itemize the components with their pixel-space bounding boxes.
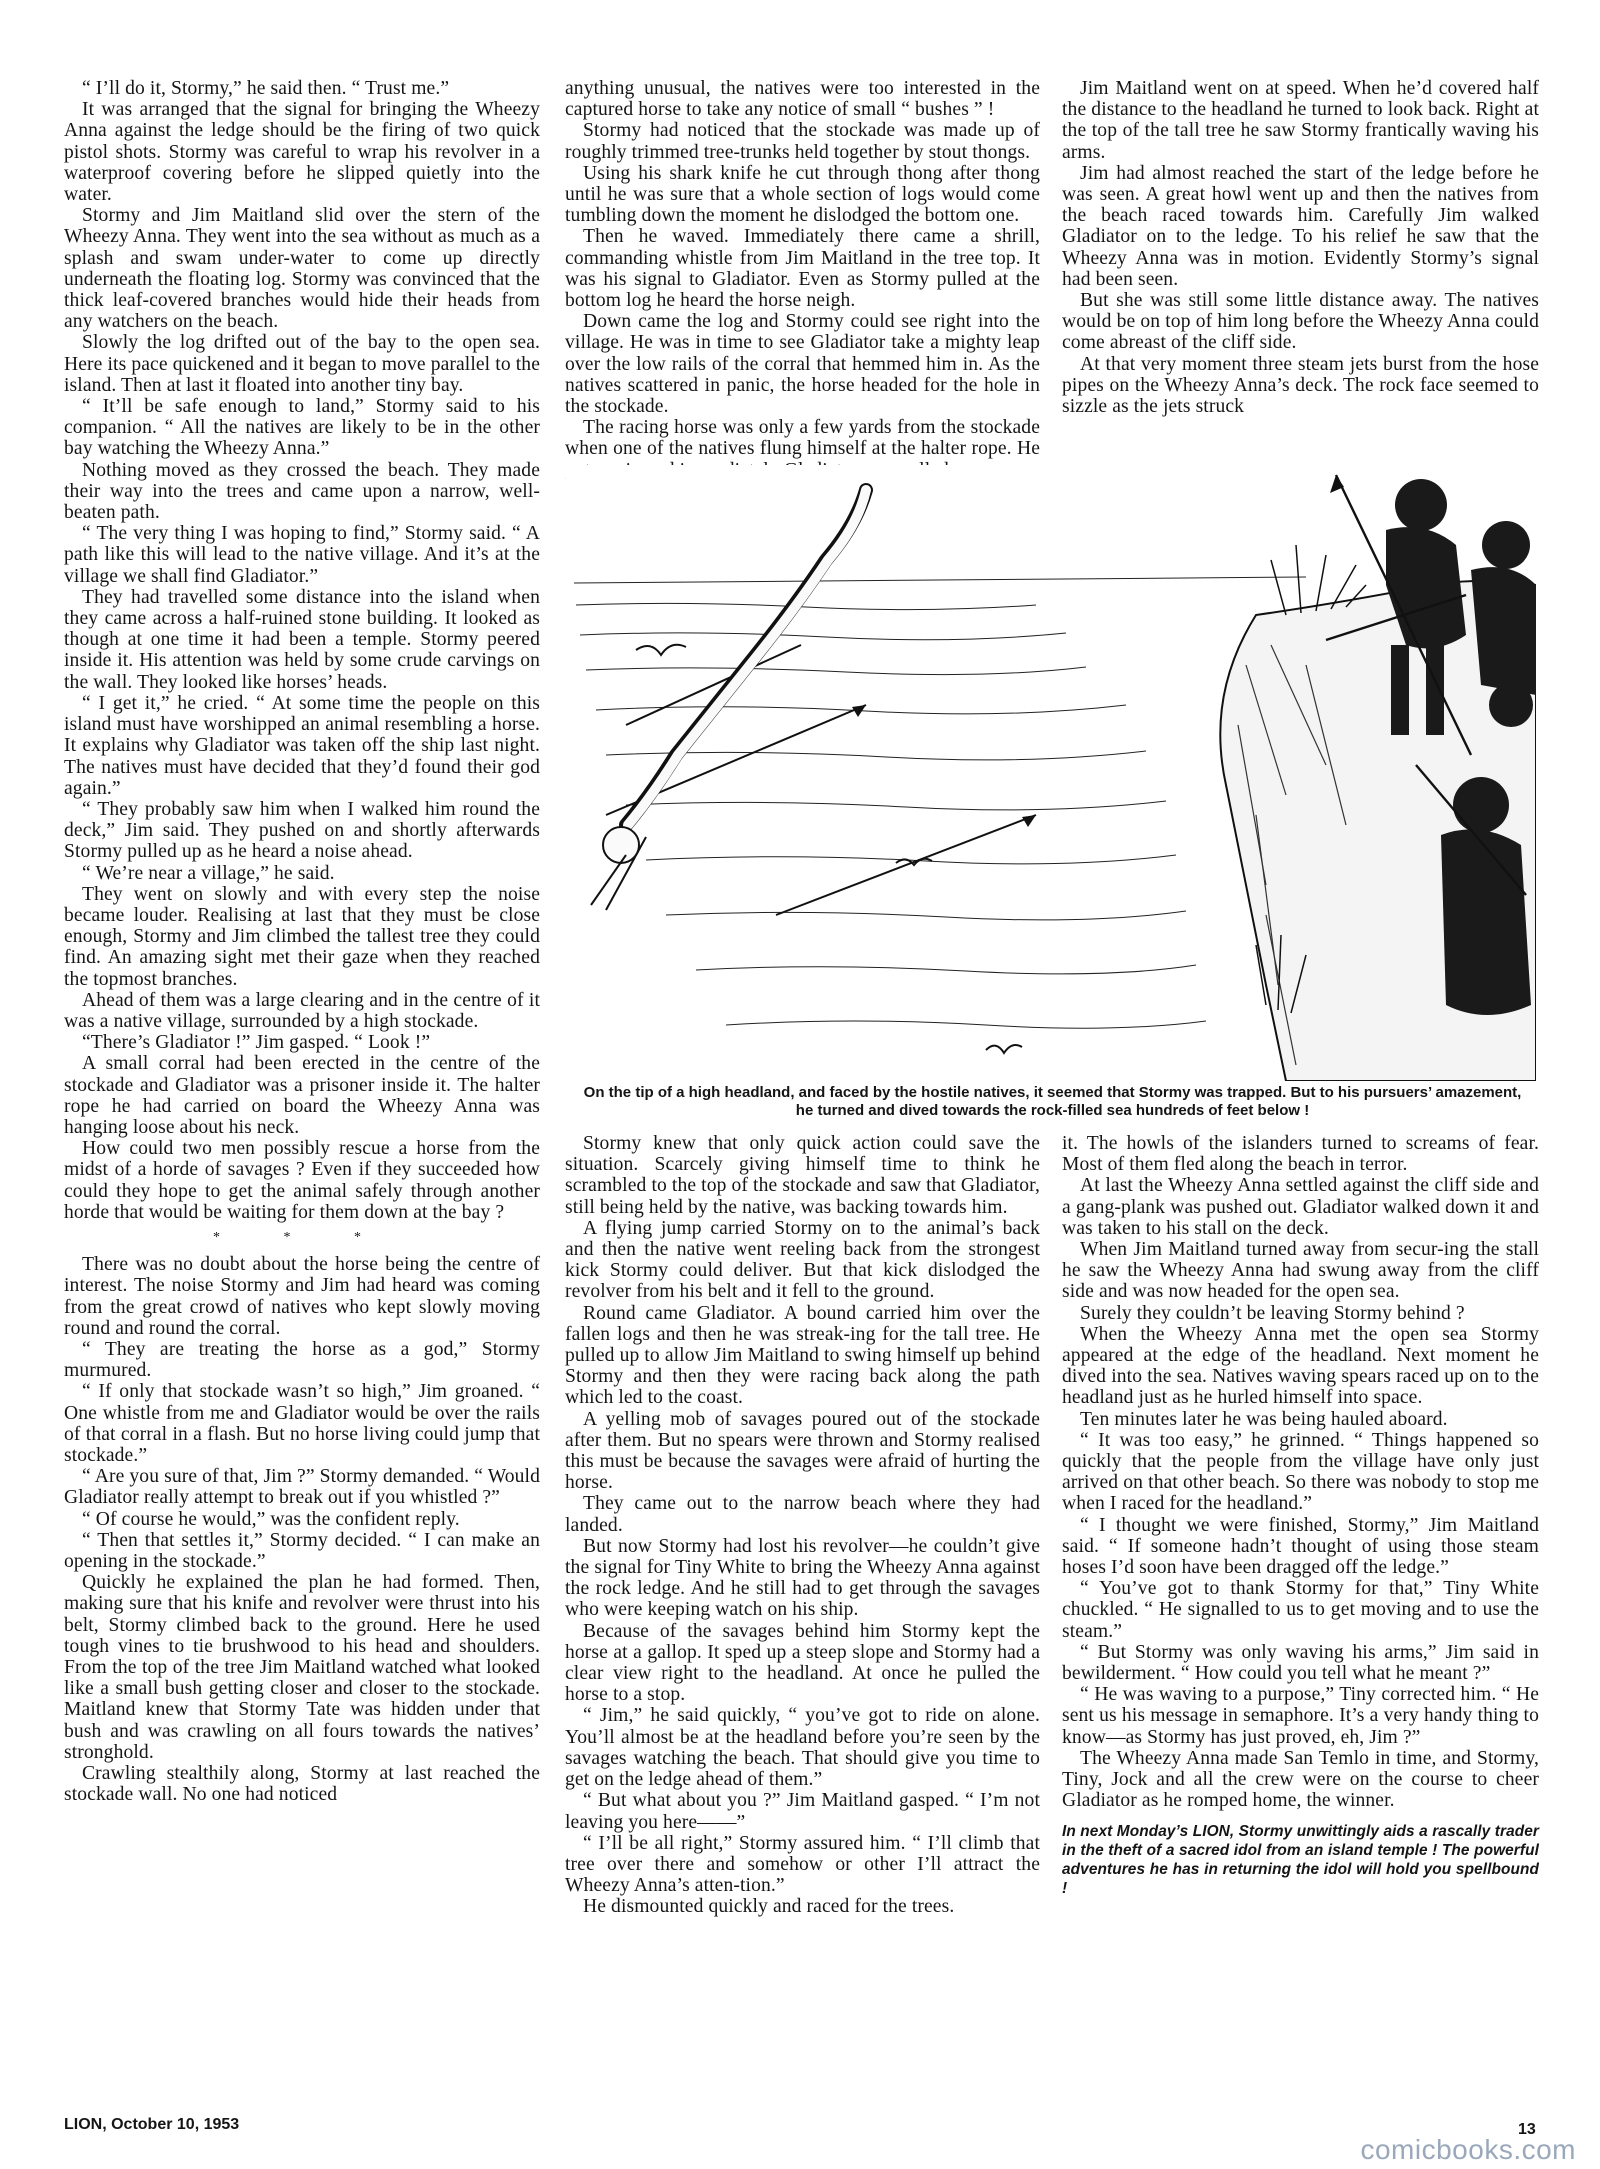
story-paragraph: Stormy knew that only quick action could save the situation. Scarcely giving himself time to think he scrambled to the top of the stockade and saw that Gladiator, still being held by the native, was backing towards him. xyxy=(565,1133,1040,1218)
story-paragraph: “ It was too easy,” he grinned. “ Things happened so quickly that the people from the village have only just arrived on that other beach. So there was nobody to stop me when I raced for the headland.” xyxy=(1062,1429,1539,1515)
site-watermark: comicbooks.com xyxy=(1360,2134,1576,2165)
story-paragraph: They came out to the narrow beach where they had landed. xyxy=(565,1493,1040,1536)
story-paragraph: Stormy had noticed that the stockade was made up of roughly trimmed tree-trunks held together by stout thongs. xyxy=(565,120,1040,163)
story-paragraph: Stormy and Jim Maitland slid over the stern of the Wheezy Anna. They went into the sea without as much as a splash and swam under-water to come up directly underneath the floating log. Stormy was convinced that the thick leaf-covered branches would hide their heads from any watchers on the beach. xyxy=(64,205,540,333)
story-column-3 xyxy=(1062,78,1539,417)
story-paragraph: Quickly he explained the plan he had formed. Then, making sure that his knife and revolver were thrust into his belt, Stormy climbed back to the ground. Here he used tough vines to tie brushwood to his head and shoulders. From the top of the tree Jim Maitland watched what looked like a small bush getting closer and closer to the stockade. Maitland knew that Stormy Tate was hidden under that bush and was crawling on all fours towards the natives’ stronghold. xyxy=(64,1572,540,1763)
story-paragraph: Round came Gladiator. A bound carried him over the fallen logs and then he was streak-ing for the tall tree. He pulled up to allow Jim Maitland to swing himself up behind Stormy and then they were racing back along the path which led to the coast. xyxy=(565,1302,1040,1409)
story-paragraph: Jim had almost reached the start of the ledge before he was seen. A great howl went up and then the natives from the beach raced towards him. Carefully Jim walked Gladiator on to the ledge. To his relief he saw that the Wheezy Anna was in motion. Evidently Stormy’s signal had been seen. xyxy=(1062,162,1539,290)
story-paragraph: Surely they couldn’t be leaving Stormy behind ? xyxy=(1080,1302,1465,1324)
story-column-1 xyxy=(64,78,540,1805)
story-paragraph: “ They are treating the horse as a god,” Stormy murmured. xyxy=(64,1338,540,1382)
story-paragraph: The racing horse was only a few yards from the stockade when one of the natives flung himself at the halter rope. He xyxy=(565,417,1040,460)
story-paragraph: They had travelled some distance into the island when they came across a half-ruined stone building. It looked as though at one time it had been a temple. Stormy peered inside it. His attention was held by some crude carvings on the wall. They looked like horses’ heads. xyxy=(64,586,540,693)
story-paragraph: Then he waved. Immediately there came a shrill, commanding whistle from Jim Maitland in the tree top. It was his signal to Gladiator. Even as Stormy pulled at the bottom log he heard the horse neigh. xyxy=(565,226,1040,312)
story-paragraph: “ If only that stockade wasn’t so high,” Jim groaned. “ One whistle from me and Gladiator would be over the rails of that corral in a flash. But no horse living could jump that stockade.” xyxy=(64,1381,540,1466)
story-paragraph: * * * xyxy=(213,1229,391,1245)
story-paragraph: It was arranged that the signal for bringing the Wheezy Anna against the ledge should be the firing of two quick pistol shots. Stormy was careful to wrap his revolver in a waterproof covering before he slipped quietly into the water. xyxy=(64,99,540,206)
story-paragraph: At that very moment three steam jets burst from the hose pipes on the Wheezy Anna’s deck. The rock face seemed to sizzle as the jets struck xyxy=(1062,353,1539,418)
story-paragraph: When the Wheezy Anna met the open sea Stormy appeared at the edge of the headland. Next moment he dived into the sea. Natives waving spears raced up on to the headland just as he hurled himself into space. xyxy=(1062,1323,1539,1409)
story-paragraph: “ He was waving to a purpose,” Tiny corrected him. “ He sent us his message in semaphore. It’s a very handy thing to know—as Stormy has just proved, eh, Jim ?” xyxy=(1062,1684,1539,1748)
story-paragraph: “ I get it,” he cried. “ At some time the people on this island must have worshipped an animal resembling a horse. It explains why Gladiator was taken off the ship last night. The natives must have decided that they’d found their god again.” xyxy=(64,692,540,799)
story-paragraph: “ I’ll be all right,” Stormy assured him. “ I’ll climb that tree over there and somehow or other I’ll attract the Wheezy Anna’s atten-tion.” xyxy=(565,1832,1040,1897)
story-column-4 xyxy=(565,1133,1040,1918)
story-paragraph: “ Then that settles it,” Stormy decided. “ I can make an opening in the stockade.” xyxy=(64,1529,540,1573)
story-paragraph: He dismounted quickly and raced for the trees. xyxy=(583,1896,955,1918)
story-paragraph: But she was still some little distance away. The natives would be on top of him long before the Wheezy Anna could come abreast of the cliff side. xyxy=(1062,290,1539,354)
story-paragraph: Using his shark knife he cut through thong after thong until he was sure that a whole section of logs would come tumbling down the moment he dislodged the bottom one. xyxy=(565,162,1040,227)
story-paragraph: When Jim Maitland turned away from secur-ing the stall he saw the Wheezy Anna had swung away from the cliff side and was now headed for the open sea. xyxy=(1062,1239,1539,1303)
story-paragraph: The Wheezy Anna made San Temlo in time, and Stormy, Tiny, Jock and all the crew were on the course to cheer Gladiator as he romped home, the winner. xyxy=(1062,1747,1539,1812)
story-paragraph: “ But what about you ?” Jim Maitland gasped. “ I’m not leaving you here——” xyxy=(565,1790,1040,1833)
story-paragraph: There was no doubt about the horse being the centre of interest. The noise Stormy and Jim had heard was coming from the great crowd of natives who kept slowly moving round and round the corral. xyxy=(64,1254,540,1339)
story-paragraph: Jim Maitland went on at speed. When he’d covered half the distance to the headland he turned to look back. Right at the top of the tall tree he saw Stormy frantically waving his arms. xyxy=(1062,78,1539,163)
story-paragraph: Crawling stealthily along, Stormy at last reached the stockade wall. No one had noticed xyxy=(64,1763,540,1806)
story-paragraph: “ I thought we were finished, Stormy,” Jim Maitland said. “ If someone hadn’t thought of using those steam hoses I’d soon have been dragged off the ledge.” xyxy=(1062,1514,1539,1579)
story-paragraph: Nothing moved as they crossed the beach. They made their way into the trees and came upon a narrow, well-beaten path. xyxy=(64,459,540,524)
story-paragraph: Ten minutes later he was being hauled aboard. xyxy=(1080,1408,1448,1430)
page-number: 13 xyxy=(1518,2121,1536,2138)
story-paragraph: “ It’ll be safe enough to land,” Stormy said to his companion. “ All the natives are likely to be in the other bay watching the Wheezy Anna.” xyxy=(64,396,540,460)
story-paragraph: A flying jump carried Stormy on to the animal’s back and then the native went reeling back from the strongest kick Stormy could deliver. But that kick dislodged the revolver from his belt and it fell to the ground. xyxy=(565,1217,1040,1303)
story-paragraph: “ The very thing I was hoping to find,” Stormy said. “ A path like this will lead to the native village. And it’s at the village we shall find Gladiator.” xyxy=(64,523,540,587)
story-paragraph: “There’s Gladiator !” Jim gasped. “ Look !” xyxy=(82,1032,431,1054)
story-paragraph: “ I’ll do it, Stormy,” he said then. “ Trust me.” xyxy=(82,78,450,99)
story-paragraph: But now Stormy had lost his revolver—he couldn’t give the signal for Tiny White to bring the Wheezy Anna against the rock ledge. And he still had to get through the savages who were keeping watch on his ship. xyxy=(565,1535,1040,1621)
story-paragraph: anything unusual, the natives were too interested in the captured horse to take any notice of small “ bushes ” ! xyxy=(565,78,1040,121)
story-paragraph: A yelling mob of savages poured out of the stockade after them. But no spears were thrown and Stormy realised this must be because the savages were afraid of hurting the horse. xyxy=(565,1408,1040,1494)
headland-dive-illustration xyxy=(566,465,1536,1081)
story-paragraph: At last the Wheezy Anna settled against the cliff side and a gang-plank was pushed out. Gladiator walked down it and was taken to his stall on the deck. xyxy=(1062,1175,1539,1239)
story-paragraph: Down came the log and Stormy could see right into the village. He was in time to see Gladiator take a mighty leap over the low rails of the corral that hemmed him in. As the natives scattered in panic, the horse headed for the hole in the stockade. xyxy=(565,311,1040,418)
issue-footer: LION, October 10, 1953 xyxy=(64,2116,240,2133)
story-paragraph: Slowly the log drifted out of the bay to the open sea. Here its pace quickened and it began to move parallel to the island. Then at last it floated into another tiny bay. xyxy=(64,332,540,396)
story-paragraph: Because of the savages behind him Stormy kept the horse at a gallop. It sped up a steep slope and Stormy had a clear view right to the headland. At once he pulled the horse to a stop. xyxy=(565,1620,1040,1706)
story-paragraph: They went on slowly and with every step the noise became louder. Realising at last that they must be close enough, Stormy and Jim climbed the tallest tree they could find. An amazing sight met their gaze when they reached the topmost branches. xyxy=(64,883,540,990)
story-paragraph: A small corral had been erected in the centre of the stockade and Gladiator was a prisoner inside it. The halter rope he had carried on board the Wheezy Anna was hanging loose about his neck. xyxy=(64,1053,540,1138)
story-paragraph: Ahead of them was a large clearing and in the centre of it was a native village, surrounded by a high stockade. xyxy=(64,989,540,1032)
story-paragraph: “ Of course he would,” was the confident reply. xyxy=(82,1508,460,1530)
story-paragraph: “ We’re near a village,” he said. xyxy=(82,862,335,884)
story-column-5 xyxy=(1062,1133,1539,1898)
story-paragraph: it. The howls of the islanders turned to screams of fear. Most of them fled along the beach in terror. xyxy=(1062,1133,1539,1176)
story-paragraph: “ They probably saw him when I walked him round the deck,” Jim said. They pushed on and shortly afterwards Stormy pulled up as he heard a noise ahead. xyxy=(64,798,540,863)
story-paragraph: “ Jim,” he said quickly, “ you’ve got to ride on alone. You’ll almost be at the headland before you’re seen by the savages watching the beach. That should give you time to get on the ledge ahead of them.” xyxy=(565,1705,1040,1791)
story-paragraph: “ But Stormy was only waving his arms,” Jim said in bewilderment. “ How could you tell what he meant ?” xyxy=(1062,1641,1539,1685)
next-issue-teaser: In next Monday’s LION, Stormy unwittingly aids a rascally trader in the theft of a sacred idol from an island temple ! The powerful adventures he has in returning the idol will hold you spellbound ! xyxy=(1062,1822,1539,1897)
story-paragraph: “ You’ve got to thank Stormy for that,” Tiny White chuckled. “ He signalled to us to get moving and to use the steam.” xyxy=(1062,1578,1539,1642)
story-paragraph: “ Are you sure of that, Jim ?” Stormy demanded. “ Would Gladiator really attempt to break out if you whistled ?” xyxy=(64,1466,540,1509)
story-column-2 xyxy=(565,78,1040,481)
story-paragraph: How could two men possibly rescue a horse from the midst of a horde of savages ? Even if they succeeded how could they hope to get the animal safely through another horde that would be waiting for them down at the bay ? xyxy=(64,1138,540,1223)
illustration-caption: On the tip of a high headland, and faced by the hostile natives, it seemed that Stormy was trapped. But to his pursuers’ amazement, he turned and dived towards the rock-filled sea hundreds of feet below ! xyxy=(583,1084,1522,1119)
